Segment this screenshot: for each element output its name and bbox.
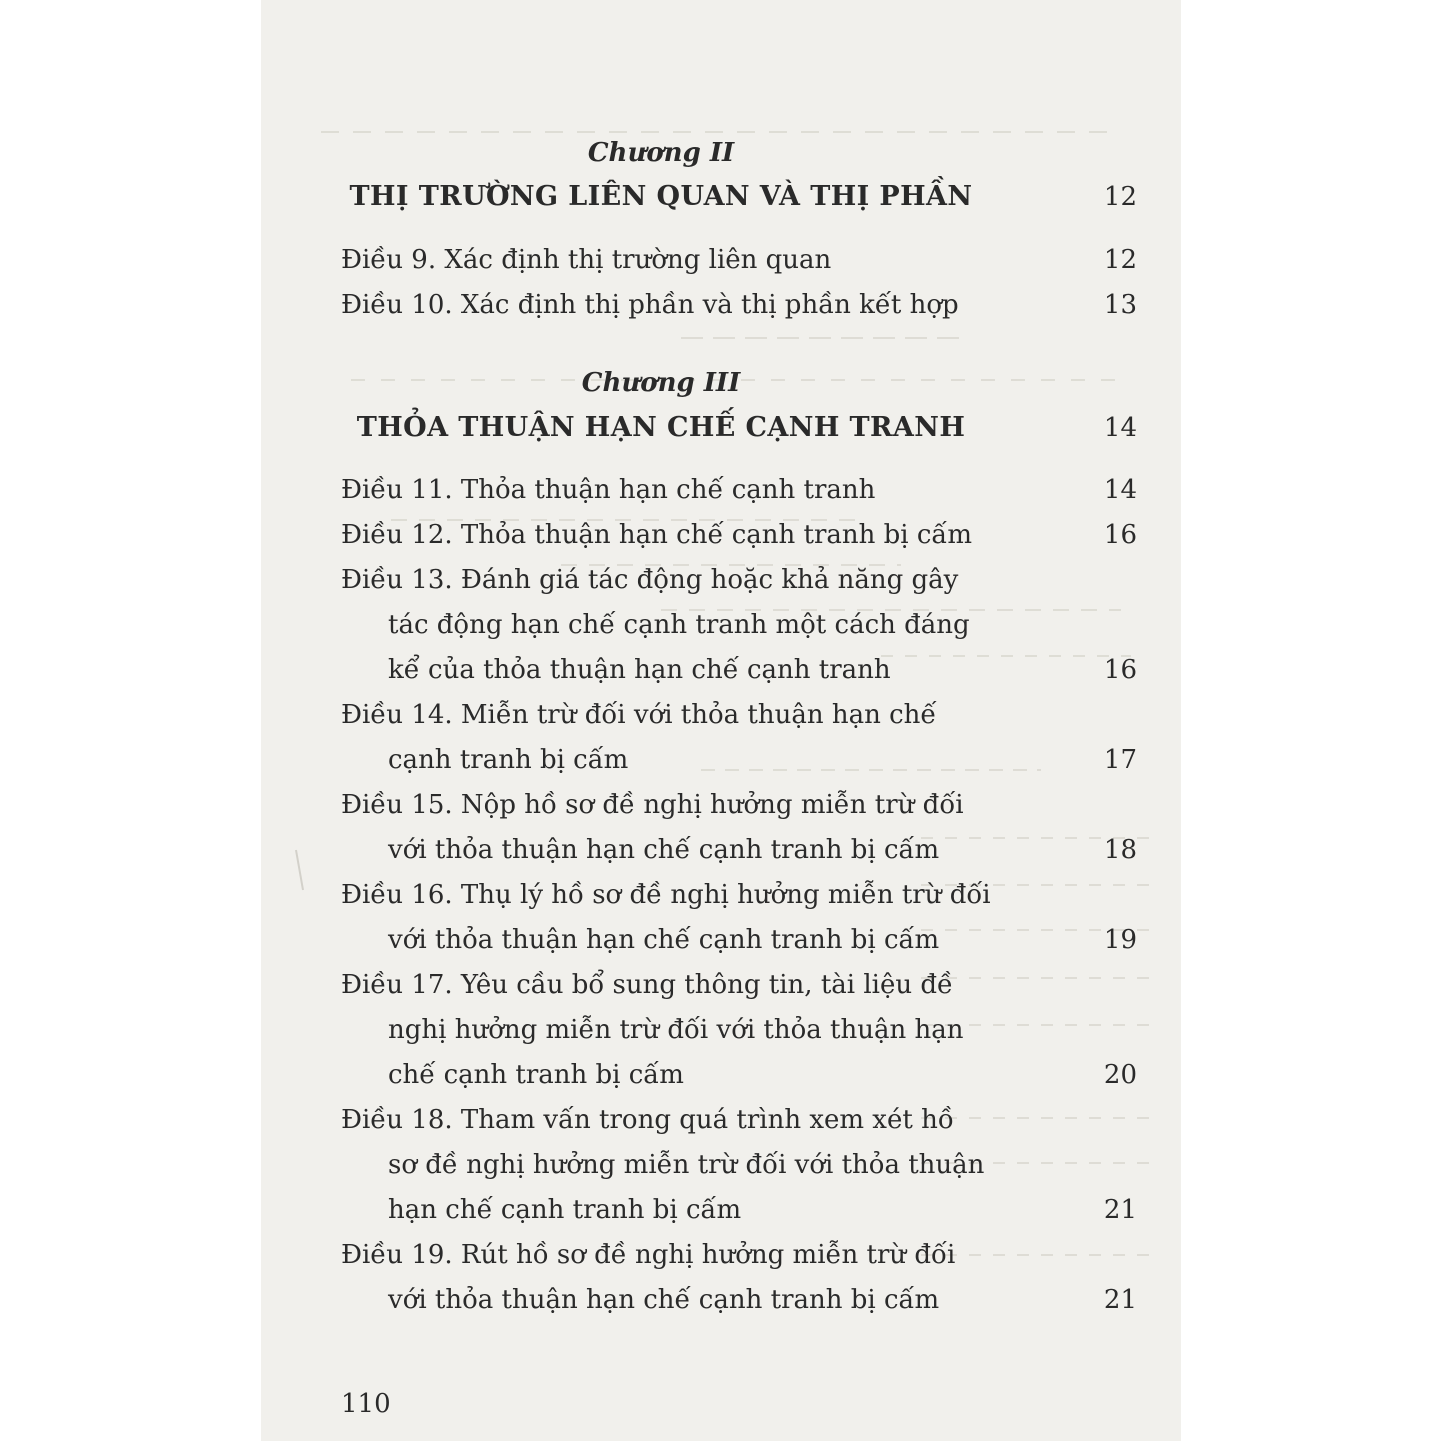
toc-entry-text: Điều 19. Rút hồ sơ đề nghị hưởng miễn trừ đối bbox=[341, 1240, 956, 1270]
chapter-2-title: THỊ TRƯỜNG LIÊN QUAN VÀ THỊ PHẦN bbox=[349, 181, 973, 212]
toc-entry-text: Điều 16. Thụ lý hồ sơ đề nghị hưởng miễn trừ đối bbox=[341, 880, 991, 910]
chapter-3-page: 14 bbox=[1103, 413, 1137, 443]
toc-entry-page: 12 bbox=[1103, 245, 1137, 275]
toc-entry-page: 16 bbox=[1103, 520, 1137, 550]
chapter-3-label: Chương III bbox=[581, 368, 741, 398]
toc-entry-text-continued: sơ đề nghị hưởng miễn trừ đối với thỏa thuận bbox=[388, 1150, 985, 1180]
toc-entry-text: Điều 18. Tham vấn trong quá trình xem xét hồ bbox=[341, 1105, 954, 1135]
chapter-3-title: THỎA THUẬN HẠN CHẾ CẠNH TRANH bbox=[356, 412, 966, 443]
toc-entry-page: 21 bbox=[1103, 1195, 1137, 1225]
book-page bbox=[261, 0, 1181, 1441]
toc-entry-page: 16 bbox=[1103, 655, 1137, 685]
toc-entry-text-continued: nghị hưởng miễn trừ đối với thỏa thuận hạn bbox=[388, 1015, 964, 1045]
toc-entry-text-continued: với thỏa thuận hạn chế cạnh tranh bị cấm bbox=[388, 1285, 940, 1315]
chapter-2-page: 12 bbox=[1103, 182, 1137, 212]
toc-entry-text-continued: với thỏa thuận hạn chế cạnh tranh bị cấm bbox=[388, 925, 940, 955]
toc-entry-text: Điều 11. Thỏa thuận hạn chế cạnh tranh bbox=[341, 475, 876, 505]
page-number: 110 bbox=[341, 1389, 391, 1419]
toc-entry-page: 19 bbox=[1103, 925, 1137, 955]
toc-entry-text-continued: kể của thỏa thuận hạn chế cạnh tranh bbox=[388, 655, 891, 685]
toc-entry-page: 13 bbox=[1103, 290, 1137, 320]
toc-entry-page: 20 bbox=[1103, 1060, 1137, 1090]
toc-entry-page: 17 bbox=[1103, 745, 1137, 775]
toc-entry-text-continued: hạn chế cạnh tranh bị cấm bbox=[388, 1195, 742, 1225]
chapter-2-label: Chương II bbox=[587, 138, 735, 168]
toc-entry-text-continued: chế cạnh tranh bị cấm bbox=[388, 1060, 684, 1090]
toc-entry-text-continued: với thỏa thuận hạn chế cạnh tranh bị cấm bbox=[388, 835, 940, 865]
toc-entry-text: Điều 9. Xác định thị trường liên quan bbox=[341, 245, 832, 275]
toc-entry-page: 18 bbox=[1103, 835, 1137, 865]
toc-entry-text: Điều 12. Thỏa thuận hạn chế cạnh tranh bị cấm bbox=[341, 520, 973, 550]
toc-entry-page: 21 bbox=[1103, 1285, 1137, 1315]
toc-entry-text-continued: tác động hạn chế cạnh tranh một cách đáng bbox=[388, 610, 970, 640]
toc-entry-page: 14 bbox=[1103, 475, 1137, 505]
toc-entry-text: Điều 17. Yêu cầu bổ sung thông tin, tài liệu đề bbox=[341, 970, 954, 1000]
toc-entry-text: Điều 15. Nộp hồ sơ đề nghị hưởng miễn trừ đối bbox=[341, 790, 964, 820]
toc-entry-text: Điều 10. Xác định thị phần và thị phần kết hợp bbox=[341, 290, 959, 320]
toc-entry-text-continued: cạnh tranh bị cấm bbox=[388, 745, 629, 775]
toc-entry-text: Điều 14. Miễn trừ đối với thỏa thuận hạn chế bbox=[341, 700, 937, 730]
toc-entry-text: Điều 13. Đánh giá tác động hoặc khả năng gây bbox=[341, 565, 959, 595]
